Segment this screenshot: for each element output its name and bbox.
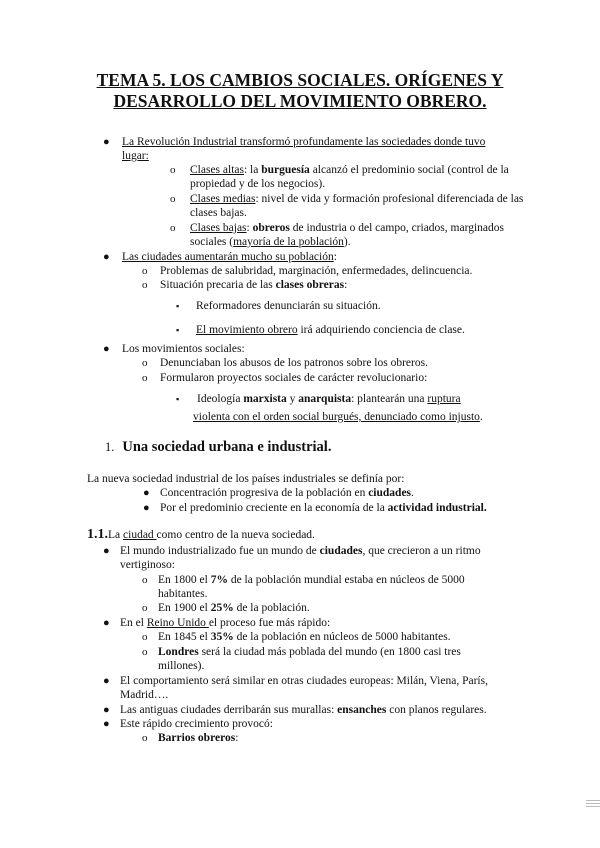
- list-item: En el Reino Unido el proceso fue más rápido:: [120, 617, 331, 629]
- list-item: Las ciudades aumentarán mucho su población:: [122, 251, 337, 263]
- bullet-circle: o: [142, 732, 148, 744]
- list-item: Clases altas: la burguesía alcanzó el predominio social (control de la: [190, 164, 509, 176]
- page-title: [60, 70, 540, 112]
- bullet-dot: ●: [103, 545, 110, 557]
- list-item: Clases bajas: obreros de industria o del campo, criados, marginados: [190, 222, 504, 234]
- list-item: El movimiento obrero irá adquiriendo conciencia de clase.: [196, 324, 465, 336]
- scroll-indicator[interactable]: [586, 800, 600, 808]
- bullet-dot: ●: [143, 502, 150, 514]
- list-item: Ideología marxista y anarquista: plantearán una ruptura: [197, 393, 461, 405]
- list-item: propiedad y de los negocios).: [190, 178, 326, 190]
- list-item: lugar:: [122, 150, 149, 162]
- list-item: sociales (mayoría de la población).: [190, 236, 351, 248]
- bullet-circle: o: [142, 631, 148, 643]
- list-item: Londres será la ciudad más poblada del mundo (en 1800 casi tres: [158, 646, 461, 658]
- bullet-circle: o: [170, 222, 176, 234]
- bullet-dot: ●: [103, 617, 110, 629]
- list-item: La Revolución Industrial transformó profundamente las sociedades donde tuvo: [122, 136, 486, 148]
- bullet-circle: o: [142, 279, 148, 291]
- bullet-square: ▪: [176, 325, 180, 335]
- list-item: Denunciaban los abusos de los patronos sobre los obreros.: [160, 357, 428, 369]
- list-item: Reformadores denunciarán su situación.: [196, 300, 381, 312]
- bullet-circle: o: [170, 193, 176, 205]
- list-item: Situación precaria de las clases obreras:: [160, 279, 348, 291]
- list-item: En 1800 el 7% de la población mundial estaba en núcleos de 5000: [158, 574, 465, 586]
- bullet-dot: ●: [103, 343, 110, 355]
- list-item: vertiginoso:: [120, 559, 175, 571]
- list-item: En 1845 el 35% de la población en núcleos de 5000 habitantes.: [158, 631, 451, 643]
- list-item: Por el predominio creciente en la economía de la actividad industrial.: [160, 502, 487, 514]
- bullet-square: ▪: [176, 394, 180, 404]
- paragraph: La nueva sociedad industrial de los países industriales se definía por:: [87, 473, 405, 485]
- bullet-square: ▪: [176, 301, 180, 311]
- list-item: violenta con el orden social burgués, denunciado como injusto.: [193, 411, 483, 423]
- section-heading: 1. Una sociedad urbana e industrial.: [105, 439, 332, 455]
- title-line-2: DESARROLLO DEL MOVIMIENTO OBRERO.: [113, 91, 487, 111]
- bullet-dot: ●: [103, 704, 110, 716]
- list-item: Barrios obreros:: [158, 732, 239, 744]
- bullet-circle: o: [142, 265, 148, 277]
- list-item: Madrid….: [120, 689, 169, 701]
- list-item: habitantes.: [158, 588, 208, 600]
- list-item: En 1900 el 25% de la población.: [158, 602, 310, 614]
- bullet-circle: o: [142, 646, 148, 658]
- bullet-circle: o: [170, 164, 176, 176]
- bullet-dot: ●: [103, 675, 110, 687]
- title-line-1: TEMA 5. LOS CAMBIOS SOCIALES. ORÍGENES Y: [96, 70, 504, 90]
- list-item: El comportamiento será similar en otras ciudades europeas: Milán, Viena, París,: [120, 675, 488, 687]
- bullet-circle: o: [142, 372, 148, 384]
- list-item: Formularon proyectos sociales de carácter revolucionario:: [160, 372, 428, 384]
- list-item: Este rápido crecimiento provocó:: [120, 718, 273, 730]
- list-item: Problemas de salubridad, marginación, enfermedades, delincuencia.: [160, 265, 473, 277]
- subsection-heading: 1.1.La ciudad como centro de la nueva sociedad.: [87, 527, 315, 542]
- bullet-circle: o: [142, 602, 148, 614]
- list-item: Clases medias: nivel de vida y formación profesional diferenciada de las: [190, 193, 524, 205]
- list-item: Los movimientos sociales:: [122, 343, 245, 355]
- bullet-circle: o: [142, 357, 148, 369]
- list-item: Concentración progresiva de la población en ciudades.: [160, 487, 414, 499]
- bullet-dot: ●: [103, 251, 110, 263]
- bullet-dot: ●: [103, 136, 110, 148]
- bullet-circle: o: [142, 574, 148, 586]
- bullet-dot: ●: [143, 487, 150, 499]
- list-item: clases bajas.: [190, 207, 247, 219]
- list-item: Las antiguas ciudades derribarán sus murallas: ensanches con planos regulares.: [120, 704, 487, 716]
- list-item: El mundo industrializado fue un mundo de ciudades, que crecieron a un ritmo: [120, 545, 481, 557]
- bullet-dot: ●: [103, 718, 110, 730]
- list-item: millones).: [158, 660, 205, 672]
